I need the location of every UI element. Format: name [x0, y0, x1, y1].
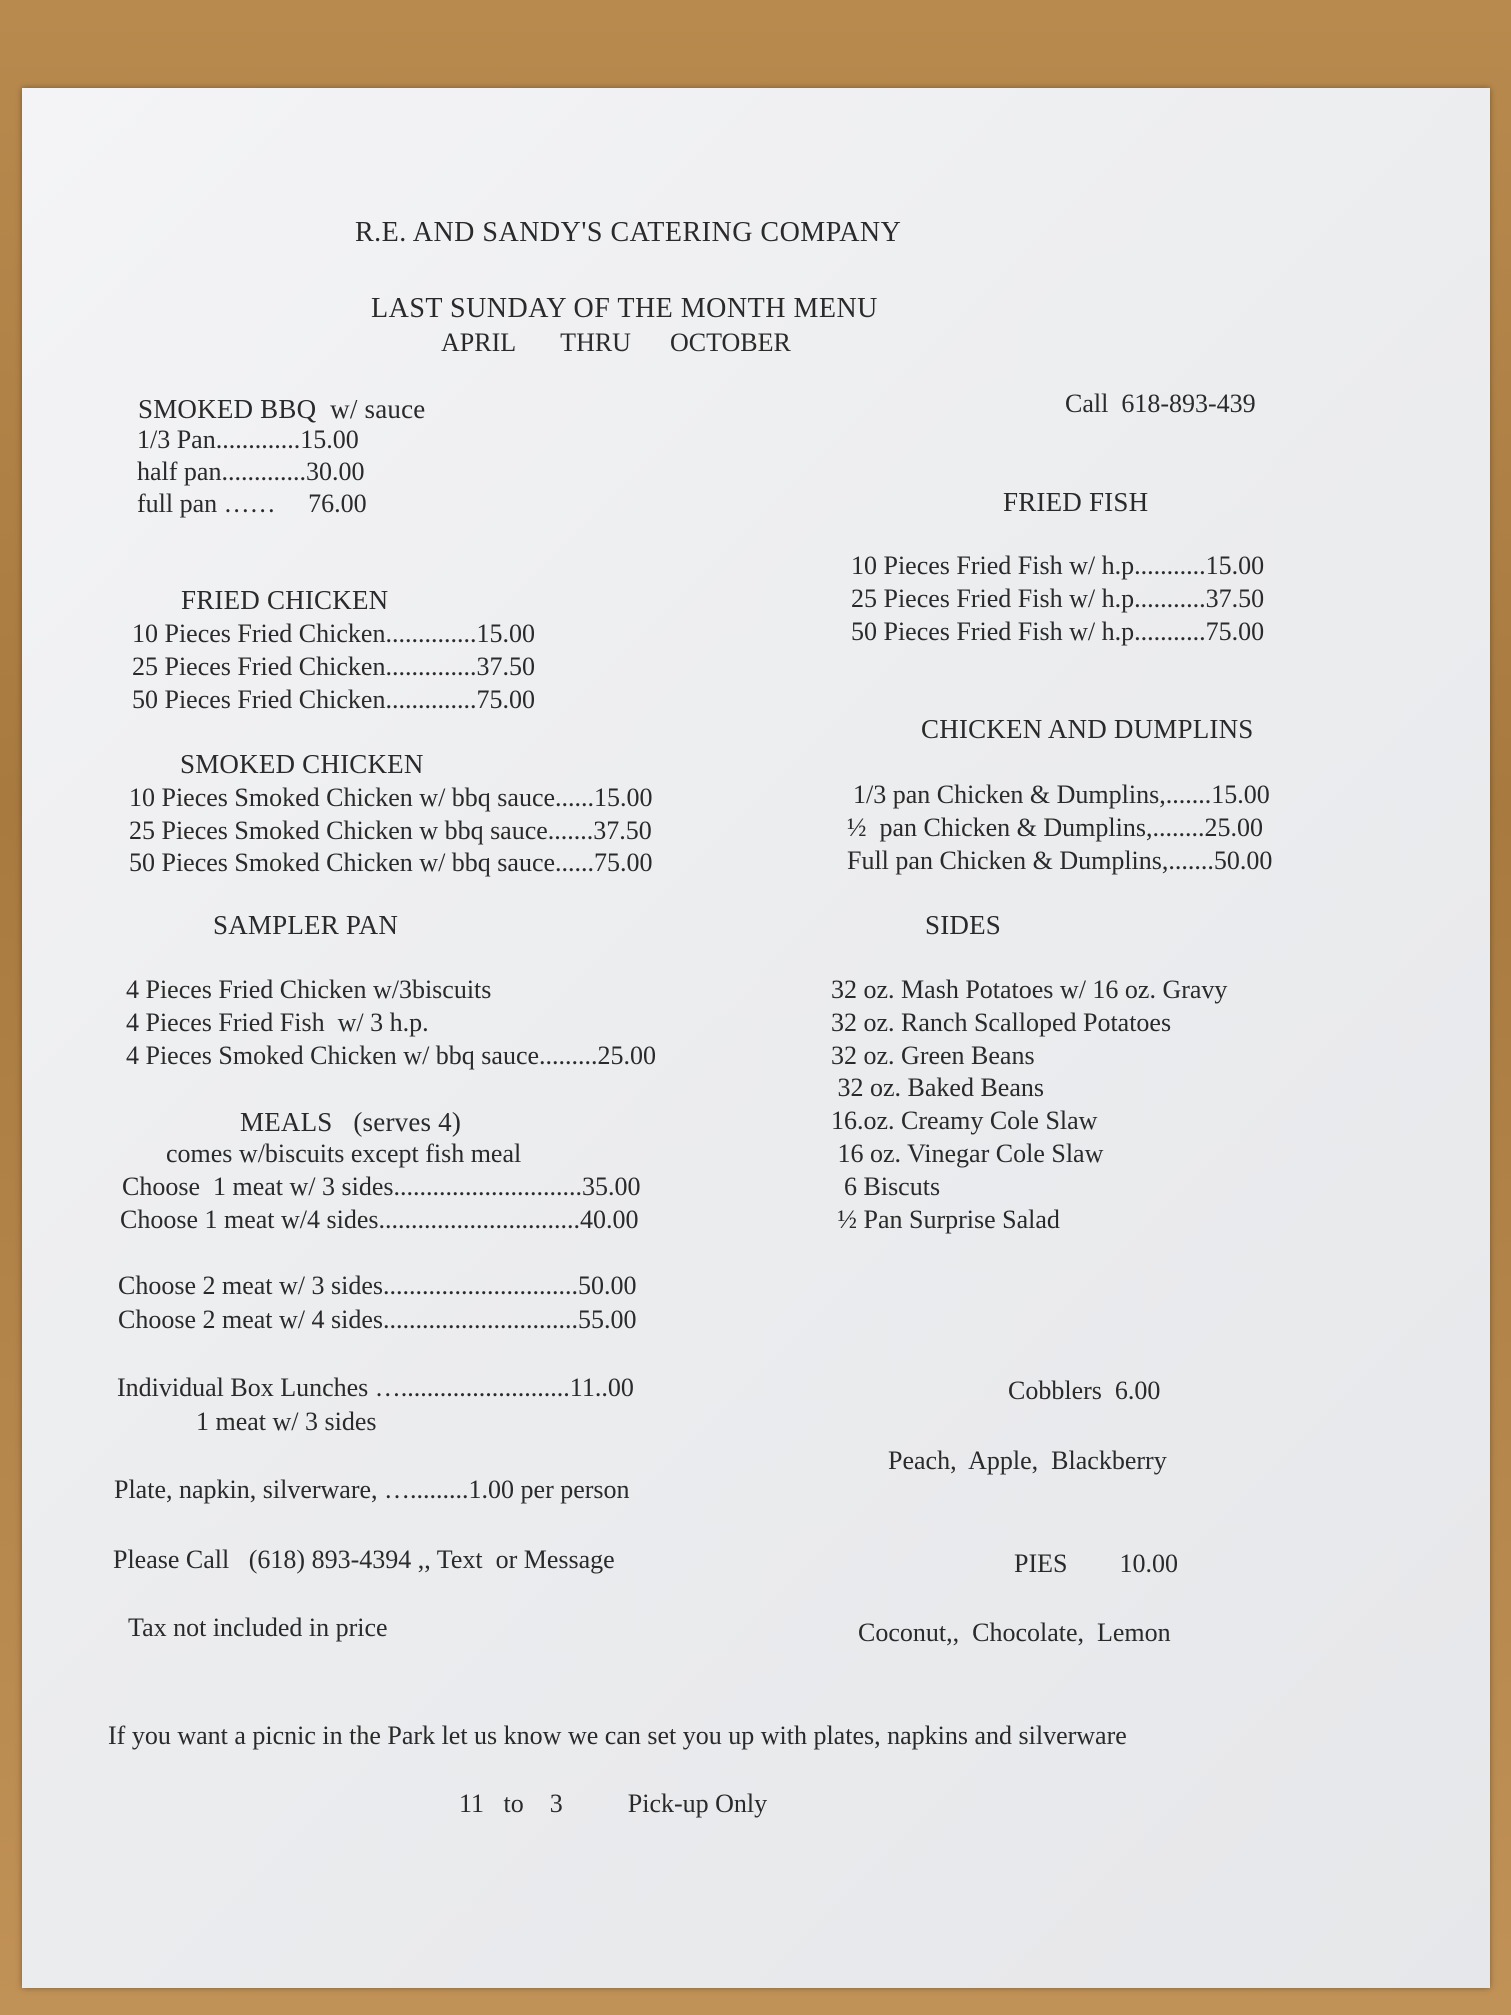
pies-title: PIES 10.00: [1014, 1549, 1178, 1578]
menu-item: 10 Pieces Fried Fish w/ h.p...........15.00: [851, 551, 1265, 580]
meals-title: MEALS (serves 4): [240, 1107, 462, 1137]
menu-item: Choose 2 meat w/ 4 sides..............................55.00: [118, 1305, 637, 1334]
menu-item: 1/3 Pan.............15.00: [137, 425, 359, 454]
pie-flavors: Coconut,, Chocolate, Lemon: [858, 1618, 1171, 1647]
menu-item: 25 Pieces Fried Fish w/ h.p...........37.50: [851, 584, 1265, 613]
cobblers-title: Cobblers 6.00: [1008, 1376, 1161, 1405]
menu-item: 10 Pieces Smoked Chicken w/ bbq sauce......15.00: [129, 783, 653, 812]
side-item: 6 Biscuts: [831, 1172, 941, 1201]
menu-item: 4 Pieces Fried Chicken w/3biscuits: [126, 975, 492, 1004]
menu-item: Choose 2 meat w/ 3 sides..............................50.00: [118, 1271, 637, 1300]
season-range: APRIL THRU OCTOBER: [441, 328, 791, 357]
menu-item: 4 Pieces Fried Fish w/ 3 h.p.: [126, 1008, 429, 1037]
cobbler-flavors: Peach, Apple, Blackberry: [888, 1446, 1167, 1475]
menu-title: LAST SUNDAY OF THE MONTH MENU: [371, 293, 878, 324]
menu-item: full pan …… 76.00: [137, 489, 367, 518]
menu-item: 50 Pieces Fried Chicken..............75.00: [132, 685, 535, 714]
dumplins-title: CHICKEN AND DUMPLINS: [921, 714, 1254, 744]
tax-line: Tax not included in price: [128, 1613, 388, 1642]
side-item: 32 oz. Mash Potatoes w/ 16 oz. Gravy: [831, 975, 1228, 1004]
menu-item: 25 Pieces Smoked Chicken w bbq sauce.......37.50: [129, 816, 652, 845]
menu-item: Choose 1 meat w/4 sides...............................40.00: [120, 1205, 639, 1234]
company-name: R.E. AND SANDY'S CATERING COMPANY: [355, 217, 902, 248]
phone-top: Call 618-893-439: [1065, 389, 1256, 418]
sides-title: SIDES: [925, 910, 1002, 940]
side-item: 32 oz. Ranch Scalloped Potatoes: [831, 1008, 1172, 1037]
call-line: Please Call (618) 893-4394 ,, Text or Message: [113, 1545, 615, 1574]
box-lunch-line: Individual Box Lunches …..........................11..00: [117, 1373, 634, 1402]
menu-item: Full pan Chicken & Dumplins,.......50.00: [847, 846, 1273, 875]
menu-item: 25 Pieces Fried Chicken..............37.50: [132, 652, 535, 681]
menu-item: 1/3 pan Chicken & Dumplins,.......15.00: [853, 780, 1270, 809]
meals-subtitle: comes w/biscuits except fish meal: [166, 1139, 522, 1168]
box-lunch-sub: 1 meat w/ 3 sides: [196, 1407, 377, 1436]
side-item: ½ Pan Surprise Salad: [831, 1205, 1060, 1234]
menu-item: 10 Pieces Fried Chicken..............15.00: [132, 619, 535, 648]
smoked-bbq-title: SMOKED BBQ w/ sauce: [138, 394, 426, 424]
menu-item: 50 Pieces Fried Fish w/ h.p...........75.00: [851, 617, 1265, 646]
menu-item: half pan.............30.00: [137, 457, 365, 486]
fried-fish-title: FRIED FISH: [1003, 487, 1149, 517]
side-item: 32 oz. Green Beans: [831, 1041, 1035, 1070]
smoked-chicken-title: SMOKED CHICKEN: [180, 749, 424, 779]
picnic-line: If you want a picnic in the Park let us know we can set you up with plates, napkins and silverware: [108, 1721, 1127, 1750]
menu-item: 4 Pieces Smoked Chicken w/ bbq sauce.........25.00: [126, 1041, 657, 1070]
hours-line: 11 to 3 Pick-up Only: [459, 1789, 768, 1818]
plate-line: Plate, napkin, silverware, ….........1.00 per person: [114, 1475, 630, 1504]
side-item: 16 oz. Vinegar Cole Slaw: [831, 1139, 1104, 1168]
sampler-pan-title: SAMPLER PAN: [213, 910, 399, 940]
menu-item: ½ pan Chicken & Dumplins,........25.00: [847, 813, 1263, 842]
side-item: 32 oz. Baked Beans: [831, 1073, 1045, 1102]
menu-item: Choose 1 meat w/ 3 sides.............................35.00: [122, 1172, 641, 1201]
menu-item: 50 Pieces Smoked Chicken w/ bbq sauce......75.00: [129, 848, 653, 877]
fried-chicken-title: FRIED CHICKEN: [181, 585, 389, 615]
side-item: 16.oz. Creamy Cole Slaw: [831, 1106, 1098, 1135]
